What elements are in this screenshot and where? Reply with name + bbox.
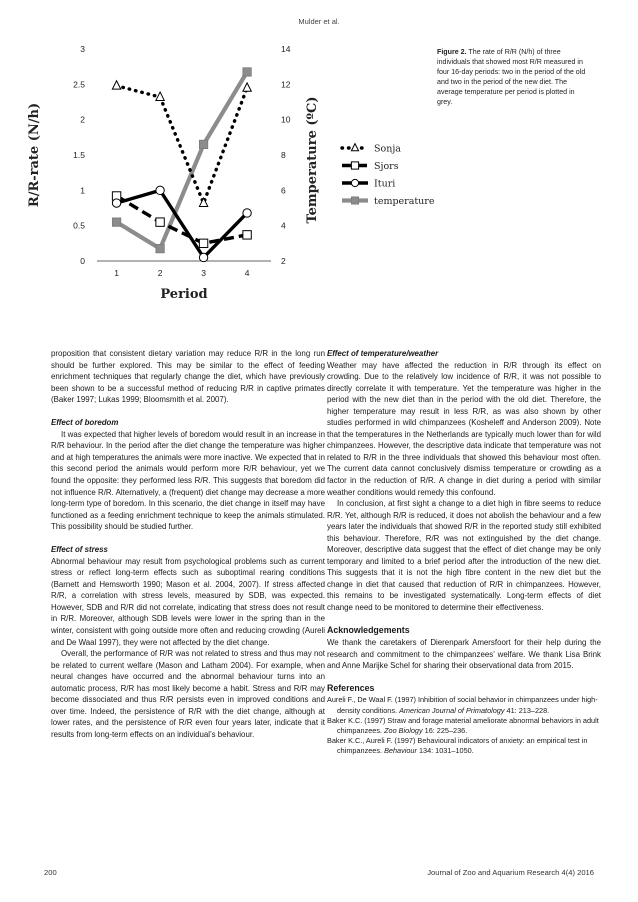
figure-caption (437, 48, 587, 107)
data-point (243, 68, 251, 76)
acknowledgements-heading: Acknowledgements (327, 624, 410, 635)
legend-entry-ituri (342, 179, 395, 190)
running-header: Mulder et al. (298, 17, 340, 26)
y2-tick-label: 12 (281, 79, 291, 90)
data-point (156, 218, 164, 226)
legend-label: Ituri (374, 178, 396, 190)
legend-entry-sjors (342, 161, 399, 172)
references-heading: References (327, 682, 375, 693)
paragraph: proposition that consistent dietary variation may reduce R/R in the long run should be further explored. This may be similar to the effect of feeding enrichment techniques that regularly change the diet, which have previously been shown to be a successful method of reducing R/R in captive primates (Baker 1997; Lukas 1999; Bloomsmith et al. 2007). (51, 349, 325, 405)
y-tick-label: 1.5 (73, 150, 85, 160)
journal-footer: Journal of Zoo and Aquarium Research 4(4) 2016 (427, 868, 594, 877)
y2-tick-label: 10 (281, 114, 291, 125)
y2-axis-title: Temperature (ºC) (305, 96, 320, 224)
paragraph: Abnormal behaviour may result from psychological problems such as current stress or reflect long-term effects such as suboptimal rearing conditions (Barnett and Hemsworth 1990; Mason et al. 2004, 2007). If stress affected R/R, a correlation with stress levels, measured by SDB, was expected. However, SDB and R/R did not correlate, indicating that stress does not result in R/R. Moreover, although SDB levels were lower in the spring than in the winter, consistent with going outside more often and reducing crowding (Aureli and De Waal 1997), they were not affected by the diet change. (51, 556, 325, 647)
section-heading-boredom: Effect of boredom (51, 418, 119, 428)
caption-text: The rate of R/R (N/h) of three individuals that showed most R/R measured in four 16-day periods: two in the period of the old and two in the period of the new diet. The average temperature per period is plotted in grey. (437, 48, 586, 106)
y2-tick-label: 14 (281, 44, 291, 54)
y-tick-label: 2 (80, 114, 85, 125)
chart-axes (27, 44, 320, 302)
paragraph: Overall, the performance of R/R was not related to stress and thus may not be related to current welfare (Mason and Latham 2004). For example, when neural changes have occurred and the abnormal behaviour turns into an automatic process, R/R has most likely become a habit. Stress and R/R may become dissociated and thus R/R persists even in improved conditions and over time. Indeed, the persistence of R/R with the diet change, although at lower rates, and the persistence of R/R even four years later, indicate that it results from long-term effects on an individual’s behaviour. (51, 649, 325, 739)
chart-legend (342, 144, 435, 208)
reference-item: Baker K.C. (1997) Straw and forage material ameliorate abnormal behaviors in adult chimpanzees. Zoo Biology 16: 225–236. (327, 715, 599, 735)
legend-marker (351, 179, 358, 186)
right-column (327, 348, 601, 757)
data-point (112, 218, 120, 226)
data-point (243, 209, 251, 217)
y-tick-label: 3 (80, 44, 85, 54)
y-tick-label: 0.5 (73, 220, 85, 231)
legend-entry-temperature (342, 196, 435, 207)
data-point (199, 140, 207, 148)
y-tick-label: 2.5 (73, 79, 85, 90)
x-axis-title: Period (160, 287, 208, 302)
data-point (156, 186, 164, 194)
paragraph: Weather may have affected the reduction in R/R through its effect on crowding. Due to the relatively low incidence of R/R, it was not possible to directly correlate it with temperature. Yet the temperature was higher in the period with the new diet than in the period with the old diet. Therefore, the higher temperature may result in less R/R, as was also shown by other studies performed in wild chimpanzees (Kosheleff and Anderson 2009). Note that the temperatures in the Netherlands are typically much lower than for wild chimpanzees. However, the descriptive data indicate that temperature was not related to R/R in the three individuals that showed this behaviour most often. The current data cannot conclusively dismiss temperature or crowding as a factor in the reduction of R/R. A change in diet during a period with similar weather conditions would remedy this confound. (327, 360, 601, 497)
legend-label: Sjors (374, 161, 399, 172)
paragraph: It was expected that higher levels of boredom would result in an increase in R/R behaviour. In the period after the diet change the temperature was higher and at high temperatures the animals were more inactive. We expected that in this second period the animals would perform more R/R behaviour, yet we found the opposite: they performed less R/R. This suggests that boredom did not influence R/R. Alternatively, a (frequent) diet change may decrease a more long-term type of boredom. In this scenario, the diet change in itself may have functioned as a feeding enrichment technique to keep the animals stimulated. This possibility should be studied further. (51, 429, 325, 532)
legend-label: temperature (374, 196, 435, 207)
data-point (112, 199, 120, 207)
page-number: 200 (44, 868, 57, 877)
y2-tick-label: 6 (281, 185, 286, 196)
y-tick-label: 1 (80, 185, 85, 196)
left-column (51, 348, 325, 741)
figure-2-chart (20, 30, 440, 310)
reference-item: Baker K.C., Aureli F. (1997) Behavioural indicators of anxiety: an empirical test in chimpanzees. Behaviour 134: 1031–1050. (327, 736, 588, 756)
data-point (199, 253, 207, 261)
caption-label: Figure 2. (437, 48, 467, 56)
y2-tick-label: 2 (281, 256, 286, 266)
paragraph: In conclusion, at first sight a change to a diet high in fibre seems to reduce R/R. Yet, although R/R is reduced, it does not abolish the behaviour and a few years later the individuals that showed R/R in the reported study still exhibited this behaviour. Therefore, R/R was not extinguished by the diet change. Moreover, descriptive data suggest that the effect of diet change may be only temporary and limited to a brief period after the introduction of the new diet. This suggests that it is not the high fibre content in the new diet but the change in diet that caused that reduction of R/R in chimpanzees. However, this remains to be investigated systematically. Long-term effects of diet change need to be monitored to determine their effectiveness. (327, 499, 601, 613)
data-point (156, 244, 164, 252)
data-point (243, 83, 251, 91)
legend-marker (351, 197, 358, 204)
x-tick-label: 3 (201, 268, 206, 278)
legend-label: Sonja (374, 143, 401, 155)
reference-item: Aureli F., De Waal F. (1997) Inhibition of social behavior in chimpanzees under high-density conditions. American Journal of Primatology 41: 213–228. (327, 695, 598, 715)
data-point (156, 92, 164, 100)
y-axis-title: R/R-rate (N/h) (27, 102, 42, 208)
legend-marker (351, 162, 358, 169)
chart-series (112, 68, 251, 262)
section-heading-temperature: Effect of temperature/weather (327, 349, 439, 358)
x-tick-label: 2 (157, 268, 163, 278)
y2-tick-label: 8 (281, 150, 286, 160)
legend-entry-sonja (342, 144, 401, 155)
legend-marker (351, 144, 358, 151)
y2-tick-label: 4 (281, 220, 286, 231)
x-tick-label: 4 (244, 268, 250, 278)
data-point (199, 239, 207, 247)
paragraph: We thank the caretakers of Dierenpark Amersfoort for their help during the research and commitment to the chimpanzees’ welfare. We thank Lisa Brink and Anne Marijke Schel for sharing their observational data from 2015. (327, 638, 601, 671)
y-tick-label: 0 (80, 256, 85, 266)
data-point (112, 81, 120, 89)
x-tick-label: 1 (114, 268, 119, 278)
data-point (243, 231, 251, 239)
section-heading-stress: Effect of stress (51, 545, 108, 555)
